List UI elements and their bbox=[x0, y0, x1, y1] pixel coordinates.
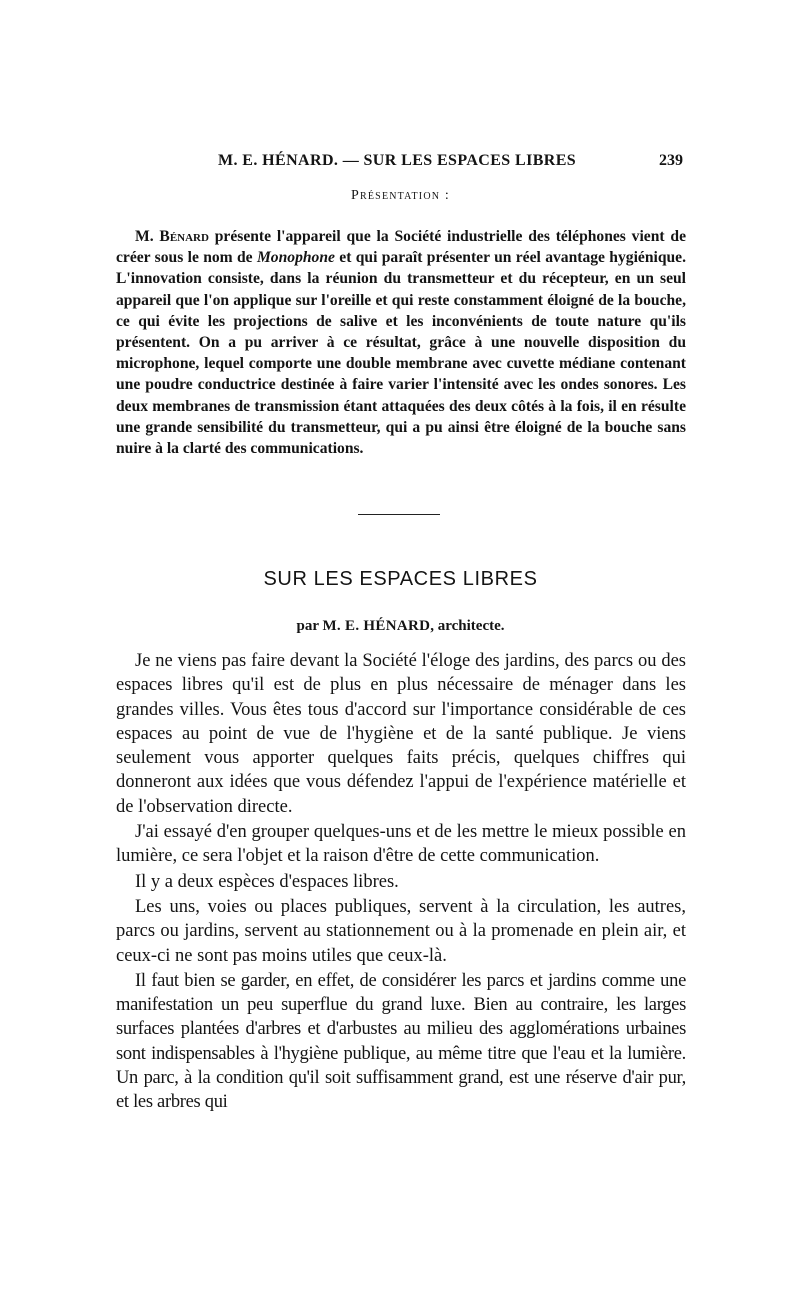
byline-prefix: par bbox=[296, 618, 323, 634]
presentation-text-1: présente l'appareil que la Société industrielle des téléphones vient de créer sous le nom de bbox=[116, 228, 686, 267]
byline bbox=[118, 618, 683, 635]
product-name: Monophone bbox=[256, 249, 335, 267]
byline-author: M. E. HÉNARD bbox=[322, 618, 431, 634]
body-paragraph: Il faut bien se garder, en effet, de considérer les parcs et jardins comme une manifestation un peu superflue du grand luxe. Bien au contraire, les larges surfaces plantées d'arbres et d'arbustes au milieu des agglomérations urbaines sont indispensables à l'hygiène publique, au même titre que l'eau et la lumière. Un parc, à la condition qu'il soit suffisamment grand, est une réserve d'air pur, et les arbres qui bbox=[116, 970, 686, 1113]
section-divider bbox=[358, 514, 440, 515]
presentation-paragraph bbox=[116, 226, 686, 459]
running-title: M. E. HÉNARD. — SUR LES ESPACES LIBRES bbox=[218, 152, 577, 169]
body-paragraph: Il y a deux espèces d'espaces libres. bbox=[135, 871, 399, 892]
presentation-author: M. Bénard bbox=[135, 228, 209, 245]
presentation-heading: Présentation : bbox=[351, 188, 450, 203]
page-number: 239 bbox=[659, 152, 683, 169]
body-paragraph: Les uns, voies ou places publiques, servent à la circulation, les autres, parcs ou jardins, servent au stationnement ou à la promenade en plein air, et ceux-ci ne sont pas moins utiles que ceux-là. bbox=[116, 896, 686, 966]
article-body bbox=[116, 649, 686, 1115]
presentation-text-2: et qui paraît présenter un réel avantage hygiénique. L'innovation consiste, dans la réunion du transmetteur et du récepteur, en un seul appareil que l'on applique sur l'oreille et qui reste constamment éloigné de la bouche, ce qui évite les projections de salive et les inconvénients de toute nature qu'ils présentent. On a pu arriver à ce résultat, grâce à une nouvelle disposition du microphone, lequel comporte une double membrane avec cuvette médiane contenant une poudre conductrice destinée à faire varier l'intensité avec les ondes sonores. Les deux membranes de transmission étant attaquées des deux côtés à la fois, il en résulte une grande sensibilité du transmetteur, qui a pu ainsi être éloigné de la bouche sans nuire à la clarté des communications. bbox=[116, 249, 686, 458]
body-paragraph: Je ne viens pas faire devant la Société l'éloge des jardins, des parcs ou des espaces libres qu'il est de plus en plus nécessaire de ménager dans les grandes villes. Vous êtes tous d'accord sur l'importance considérable de ces espaces au point de vue de l'hygiène et de la santé publique. Je viens seulement vous apporter quelques faits précis, quelques chiffres qui donneront aux idées que vous défendez l'appui de l'expérience matérielle et de l'observation directe. bbox=[116, 651, 686, 817]
running-header bbox=[118, 152, 683, 178]
body-paragraph: J'ai essayé d'en grouper quelques-uns et de les mettre le mieux possible en lumière, ce sera l'objet et la raison d'être de cette communication. bbox=[116, 822, 686, 867]
article-title: SUR LES ESPACES LIBRES bbox=[263, 568, 538, 590]
byline-suffix: , architecte. bbox=[430, 618, 505, 634]
